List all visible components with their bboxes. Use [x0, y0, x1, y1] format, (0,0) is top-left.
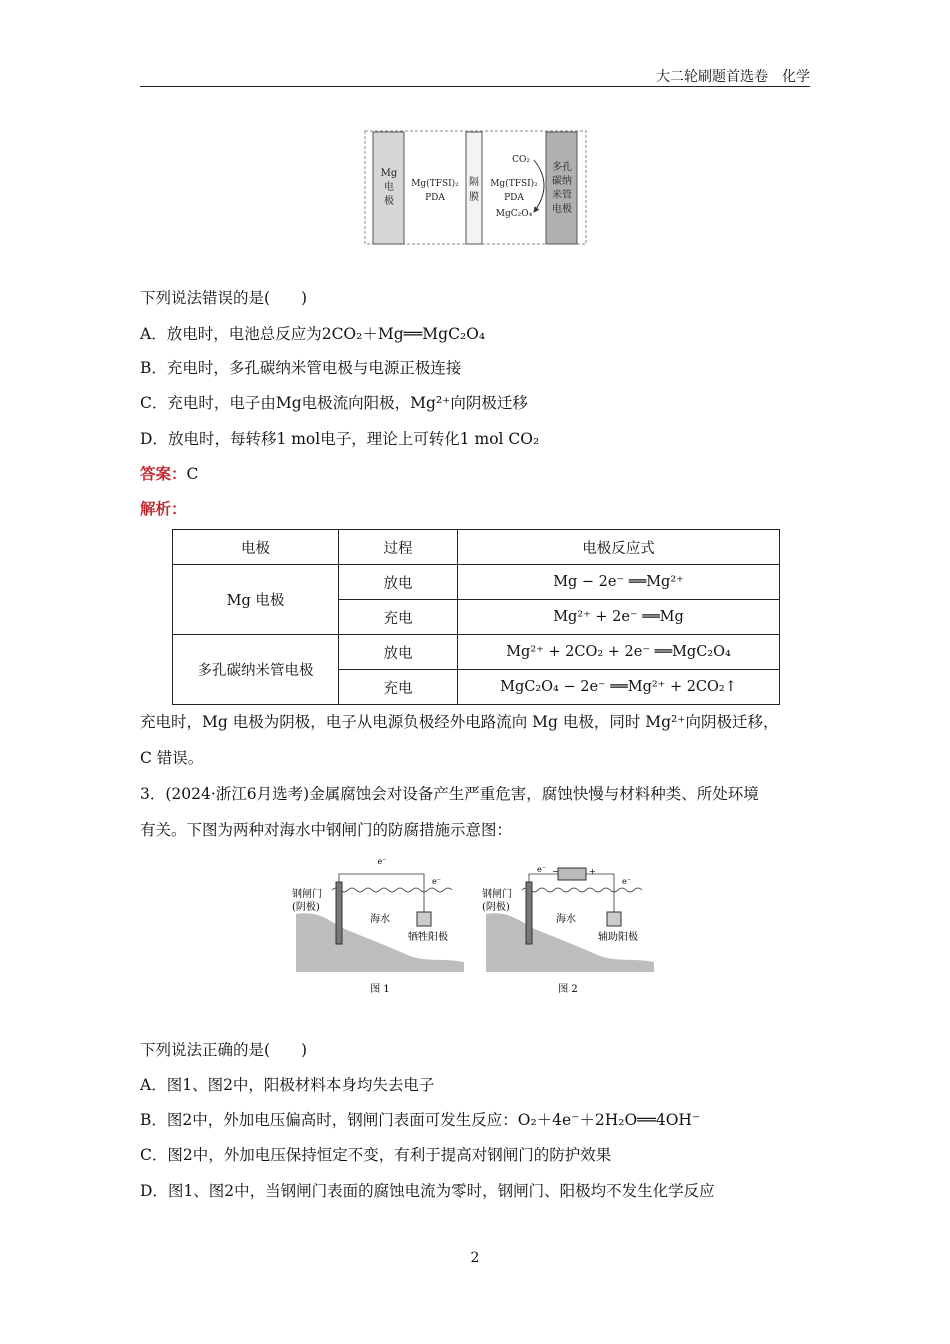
steel-gate [336, 882, 342, 944]
q3-stem-2: 有关。下图为两种对海水中钢闸门的防腐措施示意图： [140, 821, 513, 839]
mg-label-1: Mg [380, 168, 398, 179]
q2-stem: 下列说法错误的是( ) [140, 289, 308, 307]
right-electrolyte-3: MgC₂O₄ [495, 209, 533, 219]
left-electrolyte-2: PDA [425, 193, 445, 203]
sea-label: 海水 [556, 914, 576, 925]
q2-option-a: A．放电时，电池总反应为2CO₂＋Mg══MgC₂O₄ [140, 325, 486, 343]
carbon-label-3: 米管 [552, 190, 572, 201]
table-cell-process: 充电 [339, 600, 458, 635]
q3-stem-1: 3．(2024·浙江6月选考)金属腐蚀会对设备产生严重危害，腐蚀快慢与材料种类、所处环境 [140, 785, 759, 803]
table-cell-electrode: Mg 电极 [173, 565, 339, 635]
q2-option-d: D．放电时，每转移1 mol电子，理论上可转化1 mol CO₂ [140, 430, 540, 448]
gate-label-2: (阴极) [292, 902, 320, 913]
answer-line [140, 462, 198, 484]
page-header [140, 66, 810, 87]
table-cell-equation: Mg²⁺ + 2e⁻ ══Mg [458, 600, 780, 635]
sacrificial-anode [417, 912, 431, 926]
table-cell-equation: MgC₂O₄ − 2e⁻ ══Mg²⁺ + 2CO₂↑ [458, 670, 780, 705]
carbon-label-1: 多孔 [552, 162, 572, 173]
wire [586, 874, 614, 912]
steel-gate [526, 882, 532, 944]
electron-label-top: e⁻ [537, 865, 546, 874]
membrane-label-1: 隔 [469, 177, 479, 188]
electron-label-right: e⁻ [432, 877, 441, 886]
q3-option-a: A．图1、图2中，阳极材料本身均失去电子 [140, 1076, 435, 1094]
gate-label-1: 钢闸门 [482, 889, 512, 900]
q2-option-c: C．充电时，电子由Mg电极流向阳极，Mg²⁺向阴极迁移 [140, 394, 528, 412]
anode-label: 牺牲阳极 [408, 932, 448, 943]
table-cell-equation: Mg²⁺ + 2CO₂ + 2e⁻ ══MgC₂O₄ [458, 635, 780, 670]
co2-label: CO₂ [512, 155, 530, 165]
q3-option-d: D．图1、图2中，当钢闸门表面的腐蚀电流为零时，钢闸门、阳极均不发生化学反应 [140, 1182, 715, 1200]
carbon-electrode [546, 132, 577, 244]
table-row [173, 635, 780, 670]
analysis-text-1: 充电时，Mg 电极为阴极，电子从电源负极经外电路流向 Mg 电极，同时 Mg²⁺向阴极迁移， [140, 713, 779, 731]
table-header: 电极反应式 [458, 530, 780, 565]
analysis-table [172, 529, 780, 705]
anode-label: 辅助阳极 [598, 932, 638, 943]
table-cell-process: 放电 [339, 635, 458, 670]
minus-sign: − [552, 867, 559, 876]
table-cell-equation: Mg − 2e⁻ ══Mg²⁺ [458, 565, 780, 600]
right-electrolyte-2: PDA [504, 193, 524, 203]
answer-value: C [186, 465, 199, 483]
figure-1 [292, 852, 468, 1000]
water-surface [332, 888, 452, 892]
membrane [466, 132, 482, 244]
carbon-label-4: 电极 [552, 204, 572, 215]
left-electrolyte-1: Mg(TFSI)₂ [411, 179, 459, 189]
auxiliary-anode [607, 912, 621, 926]
sea-label: 海水 [370, 914, 390, 925]
power-supply [558, 868, 586, 880]
table-header: 电极 [173, 530, 339, 565]
figure-1-caption: 图 1 [370, 984, 390, 995]
electron-label-top: e⁻ [377, 857, 387, 866]
right-electrolyte-1: Mg(TFSI)₂ [490, 179, 538, 189]
answer-label: 答案： [140, 465, 187, 483]
carbon-label-2: 碳纳 [552, 176, 572, 187]
membrane-label-2: 膜 [469, 192, 479, 203]
gate-label-1: 钢闸门 [292, 889, 322, 900]
battery-cell-figure [364, 130, 588, 246]
q3-question: 下列说法正确的是( ) [140, 1041, 308, 1059]
analysis-heading: 解析： [140, 500, 187, 518]
mg-label-3: 极 [384, 196, 394, 207]
q3-option-b: B．图2中，外加电压偏高时，钢闸门表面可发生反应：O₂＋4e⁻＋2H₂O══4OH⁻ [140, 1111, 701, 1129]
gate-label-2: (阴极) [482, 902, 510, 913]
mg-label-2: 电 [384, 182, 394, 193]
figure-2-caption: 图 2 [558, 984, 578, 995]
table-cell-process: 充电 [339, 670, 458, 705]
q3-option-c: C．图2中，外加电压保持恒定不变，有利于提高对钢闸门的防护效果 [140, 1146, 612, 1164]
table-header-row [173, 530, 780, 565]
wire [339, 874, 424, 912]
plus-sign: + [589, 867, 596, 876]
page-number: 2 [470, 1250, 480, 1266]
figure-2 [482, 852, 658, 1000]
table-cell-process: 放电 [339, 565, 458, 600]
water-surface [522, 888, 642, 892]
table-row [173, 565, 780, 600]
analysis-text-2: C 错误。 [140, 749, 204, 767]
table-cell-electrode: 多孔碳纳米管电极 [173, 635, 339, 705]
table-header: 过程 [339, 530, 458, 565]
header-title: 大二轮刷题首选卷 化学 [656, 69, 810, 85]
electron-label-right: e⁻ [622, 877, 631, 886]
q2-option-b: B．充电时，多孔碳纳米管电极与电源正极连接 [140, 359, 462, 377]
